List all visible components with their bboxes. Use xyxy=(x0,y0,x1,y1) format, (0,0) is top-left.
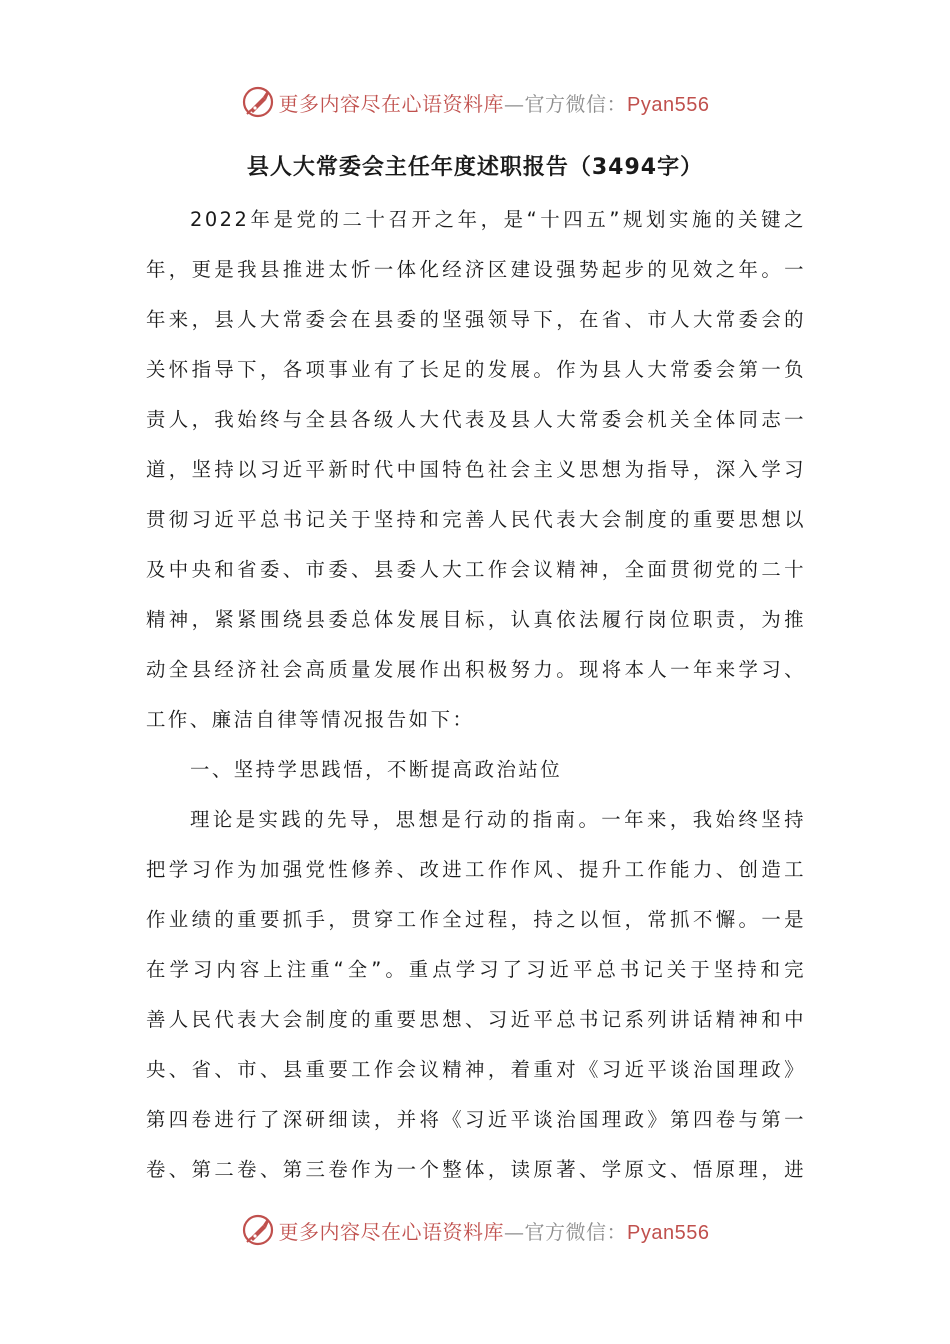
watermark-text xyxy=(279,1216,710,1245)
body-line-9: 精神，紧紧围绕县委总体发展目标，认真依法履行岗位职责，为推 xyxy=(146,608,806,631)
watermark-red-text: 更多内容尽在心语资料库 xyxy=(278,91,505,116)
body-line-17: 善人民代表大会制度的重要思想、习近平总书记系列讲话精神和中 xyxy=(146,1008,806,1031)
document-title: 县人大常委会主任年度述职报告（3494字） xyxy=(246,155,704,180)
pen-nib-logo-icon xyxy=(241,85,275,119)
body-line-14: 把学习作为加强党性修养、改进工作作风、提升工作能力、创造工 xyxy=(146,858,806,881)
body-line-4: 关怀指导下，各项事业有了长足的发展。作为县人大常委会第一负 xyxy=(146,358,806,381)
body-line-19: 第四卷进行了深研细读，并将《习近平谈治国理政》第四卷与第一 xyxy=(146,1108,806,1131)
body-line-13: 理论是实践的先导，思想是行动的指南。一年来，我始终坚持 xyxy=(190,808,806,831)
watermark-banner-bottom xyxy=(0,1210,950,1250)
watermark-gray-text: 官方微信： xyxy=(524,1219,628,1244)
watermark-gray-text: 官方微信： xyxy=(524,91,628,116)
watermark-banner-top xyxy=(0,82,950,122)
body-line-2: 年，更是我县推进太忻一体化经济区建设强势起步的见效之年。一 xyxy=(146,258,806,281)
body-line-7: 贯彻习近平总书记关于坚持和完善人民代表大会制度的重要思想以 xyxy=(146,508,806,531)
body-line-18: 央、省、市、县重要工作会议精神，着重对《习近平谈治国理政》 xyxy=(146,1058,806,1081)
body-line-6: 道，坚持以习近平新时代中国特色社会主义思想为指导，深入学习 xyxy=(146,458,806,481)
watermark-wechat-id: Pyan556 xyxy=(627,93,710,116)
body-line-20: 卷、第二卷、第三卷作为一个整体，读原著、学原文、悟原理，进 xyxy=(146,1158,806,1181)
watermark-text xyxy=(279,88,710,117)
body-line-10: 动全县经济社会高质量发展作出积极努力。现将本人一年来学习、 xyxy=(146,658,806,681)
body-line-11: 工作、廉洁自律等情况报告如下： xyxy=(146,708,475,731)
watermark-dash: — xyxy=(504,91,525,116)
body-line-16: 在学习内容上注重“全”。重点学习了习近平总书记关于坚持和完 xyxy=(146,958,806,981)
body-line-5: 责人，我始终与全县各级人大代表及县人大常委会机关全体同志一 xyxy=(146,408,806,431)
body-line-8: 及中央和省委、市委、县委人大工作会议精神，全面贯彻党的二十 xyxy=(146,558,806,581)
pen-nib-logo-icon xyxy=(241,1213,275,1247)
body-line-3: 年来，县人大常委会在县委的坚强领导下，在省、市人大常委会的 xyxy=(146,308,806,331)
document-body xyxy=(146,195,806,1195)
section-heading-1: 一、坚持学思践悟，不断提高政治站位 xyxy=(190,758,563,781)
body-line-1: 2022年是党的二十召开之年，是“十四五”规划实施的关键之 xyxy=(190,208,806,231)
watermark-wechat-id: Pyan556 xyxy=(627,1221,710,1244)
watermark-dash: — xyxy=(504,1219,525,1244)
watermark-red-text: 更多内容尽在心语资料库 xyxy=(278,1219,505,1244)
body-line-15: 作业绩的重要抓手，贯穿工作全过程，持之以恒，常抓不懈。一是 xyxy=(146,908,806,931)
